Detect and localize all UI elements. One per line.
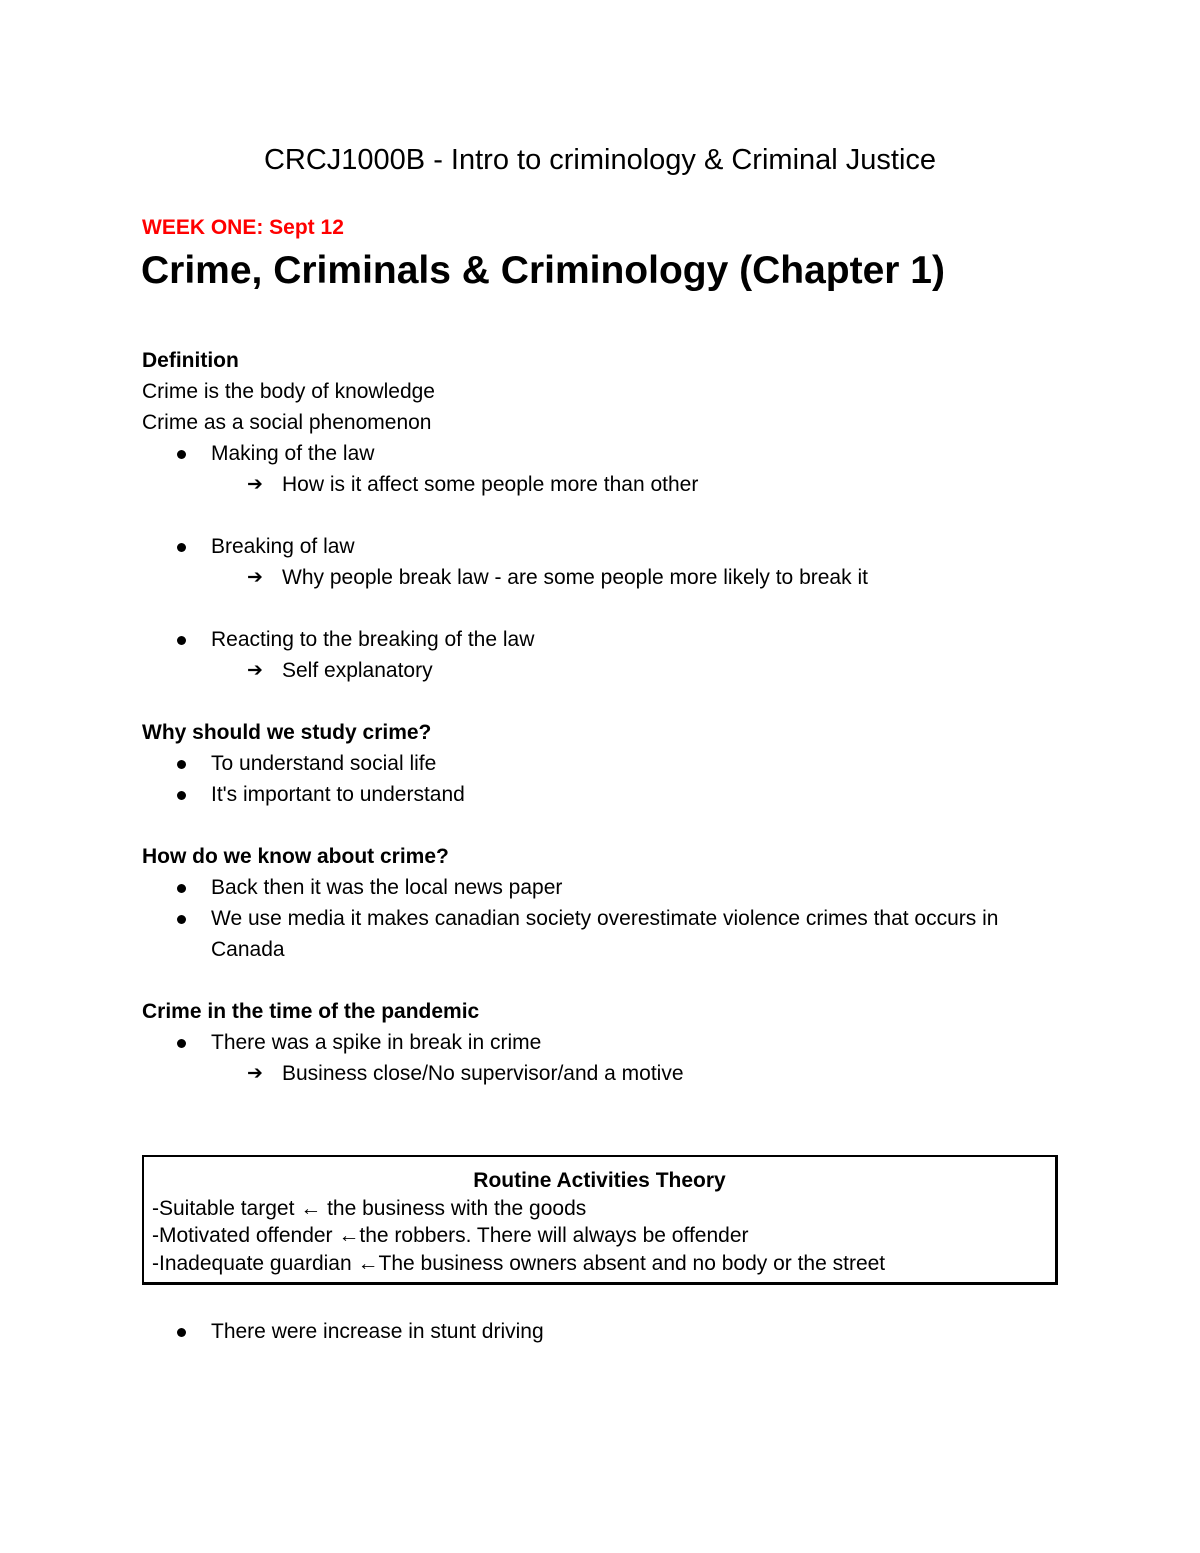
sub-list-item-text: Why people break law - are some people more likely to break it — [282, 566, 868, 589]
list-item — [142, 624, 1062, 655]
bullet-dot-icon — [177, 450, 186, 459]
right-arrow-icon: ➔ — [247, 659, 263, 681]
section-heading-definition: Definition — [142, 349, 239, 372]
list-item-text: It's important to understand — [211, 783, 465, 806]
bullet-dot-icon — [177, 543, 186, 552]
list-item — [142, 748, 1062, 779]
list-item-text: Reacting to the breaking of the law — [211, 628, 535, 651]
notes-footer-list — [142, 1316, 1062, 1347]
theory-box-title: Routine Activities Theory — [473, 1169, 726, 1192]
list-item-text: There was a spike in break in crime — [211, 1031, 542, 1054]
list-item-text: Making of the law — [211, 442, 375, 465]
list-item-text: Breaking of law — [211, 535, 355, 558]
sub-list-item-text: Self explanatory — [282, 659, 433, 682]
list-item-text: There were increase in stunt driving — [211, 1320, 544, 1343]
bullet-dot-icon — [177, 760, 186, 769]
theory-box-row: -Inadequate guardian ←The business owners absent and no body or the street — [152, 1251, 886, 1275]
sub-list-item — [142, 655, 1062, 686]
spacer — [142, 810, 1062, 841]
sub-list-item-text: Business close/No supervisor/and a motive — [282, 1062, 684, 1085]
spacer — [142, 593, 1062, 624]
section-heading-how-know: How do we know about crime? — [142, 845, 449, 868]
week-label: WEEK ONE: Sept 12 — [142, 216, 344, 239]
list-item — [142, 903, 1011, 965]
right-arrow-icon: ➔ — [247, 1062, 263, 1084]
course-title: CRCJ1000B - Intro to criminology & Criminal Justice — [263, 144, 937, 176]
right-arrow-icon: ➔ — [247, 566, 263, 588]
theory-box — [142, 1155, 1058, 1285]
bullet-dot-icon — [177, 884, 186, 893]
theory-box-row: -Suitable target ← the business with the goods — [152, 1196, 587, 1220]
list-item — [142, 438, 1062, 469]
section-heading-pandemic: Crime in the time of the pandemic — [142, 1000, 480, 1023]
sub-list-item — [142, 1058, 1062, 1089]
spacer — [142, 686, 1062, 717]
definition-line: Crime is the body of knowledge — [142, 380, 435, 403]
list-item — [142, 1027, 1062, 1058]
list-item-text: To understand social life — [211, 752, 437, 775]
spacer — [142, 500, 1062, 531]
bullet-dot-icon — [177, 1328, 186, 1337]
chapter-title: Crime, Criminals & Criminology (Chapter 1) — [141, 249, 945, 292]
sub-list-item-text: How is it affect some people more than other — [282, 473, 699, 496]
list-item-text: Back then it was the local news paper — [211, 876, 563, 899]
bullet-dot-icon — [177, 915, 186, 924]
notes-body — [142, 345, 1062, 1089]
list-item — [142, 1316, 1062, 1347]
spacer — [142, 965, 1062, 996]
section-heading-why-study: Why should we study crime? — [142, 721, 432, 744]
theory-box-row: -Motivated offender ←the robbers. There will always be offender — [152, 1224, 749, 1247]
bullet-dot-icon — [177, 1039, 186, 1048]
sub-list-item — [142, 469, 1062, 500]
sub-list-item — [142, 562, 1062, 593]
right-arrow-icon: ➔ — [247, 473, 263, 495]
list-item — [142, 779, 1062, 810]
bullet-dot-icon — [177, 636, 186, 645]
list-item — [142, 872, 1062, 903]
list-item — [142, 531, 1062, 562]
definition-line: Crime as a social phenomenon — [142, 411, 432, 434]
bullet-dot-icon — [177, 791, 186, 800]
list-item-text: We use media it makes canadian society overestimate violence crimes that occurs in Canada — [211, 907, 999, 961]
